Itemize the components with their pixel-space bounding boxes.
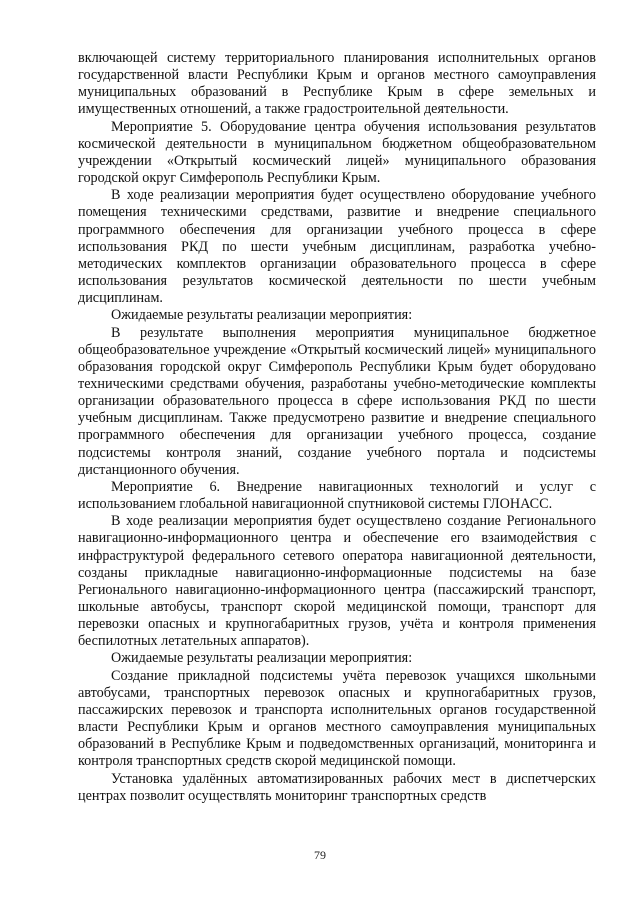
paragraph-measure-5-description: В ходе реализации мероприятия будет осуществлено оборудование учебного помещения техническими средствами, развитие и внедрение специального программного обеспечения для организации учебного процесса в сфере использования РКД по шести учебным дисциплинам, разработка учебно-методических комплектов организации образовательного процесса в сфере использования результатов космической деятельности по шести учебным дисциплинам. xyxy=(78,187,596,307)
paragraph-measure-6-title: Мероприятие 6. Внедрение навигационных технологий и услуг с использованием глобальной навигационной спутниковой системы ГЛОНАСС. xyxy=(78,478,596,513)
paragraph-measure-6-results: Создание прикладной подсистемы учёта перевозок учащихся школьными автобусами, транспортных перевозок опасных и крупногабаритных грузов, пассажирских перевозок и транспорта исполнительных органов государственной власти Республики Крым и органов местного самоуправления муниципальных образований в Республике Крым и подведомственных организаций, мониторинга и контроля транспортных средств скорой медицинской помощи. xyxy=(78,667,596,770)
page-number: 79 xyxy=(314,848,326,862)
document-body xyxy=(78,50,596,805)
paragraph-expected-results-heading: Ожидаемые результаты реализации мероприятия: xyxy=(111,307,413,324)
paragraph-expected-results-heading-2: Ожидаемые результаты реализации мероприятия: xyxy=(111,650,413,667)
paragraph-measure-6-description: В ходе реализации мероприятия будет осуществлено создание Регионального навигационно-информационного центра и обеспечение его взаимодействия с инфраструктурой федерального сетевого оператора навигационной деятельности, созданы прикладные навигационно-информационные подсистемы на базе Регионального навигационно-информационного центра (пассажирский транспорт, школьные автобусы, транспорт скорой медицинской помощи, транспорт для перевозки опасных и крупногабаритных грузов, учёта и контроля применения беспилотных летательных аппаратов). xyxy=(78,513,596,650)
paragraph-measure-5-results: В результате выполнения мероприятия муниципальное бюджетное общеобразовательное учреждение «Открытый космический лицей» муниципального образования городской округ Симферополь Республики Крым будет оборудовано техническими средствами обучения, разработаны учебно-методические комплекты организации образовательного процесса в сфере использования РКД по шести учебным дисциплинам. Также предусмотрено развитие и внедрение специального программного обеспечения для организации учебного процесса, создание подсистемы контроля знаний, создание учебного портала и подсистемы дистанционного обучения. xyxy=(78,324,596,478)
paragraph-continuation: включающей систему территориального планирования исполнительных органов государственной власти Республики Крым и органов местного самоуправления муниципальных образований в Республике Крым в сфере земельных и имущественных отношений, а также градостроительной деятельности. xyxy=(78,50,596,118)
paragraph-measure-5-title: Мероприятие 5. Оборудование центра обучения использования результатов космической деятельности в муниципальном бюджетном общеобразовательном учреждении «Открытый космический лицей» муниципального образования городской округ Симферополь Республики Крым. xyxy=(78,118,596,187)
paragraph-dispatch-workstations: Установка удалённых автоматизированных рабочих мест в диспетчерских центрах позволит осуществлять мониторинг транспортных средств xyxy=(78,770,596,804)
